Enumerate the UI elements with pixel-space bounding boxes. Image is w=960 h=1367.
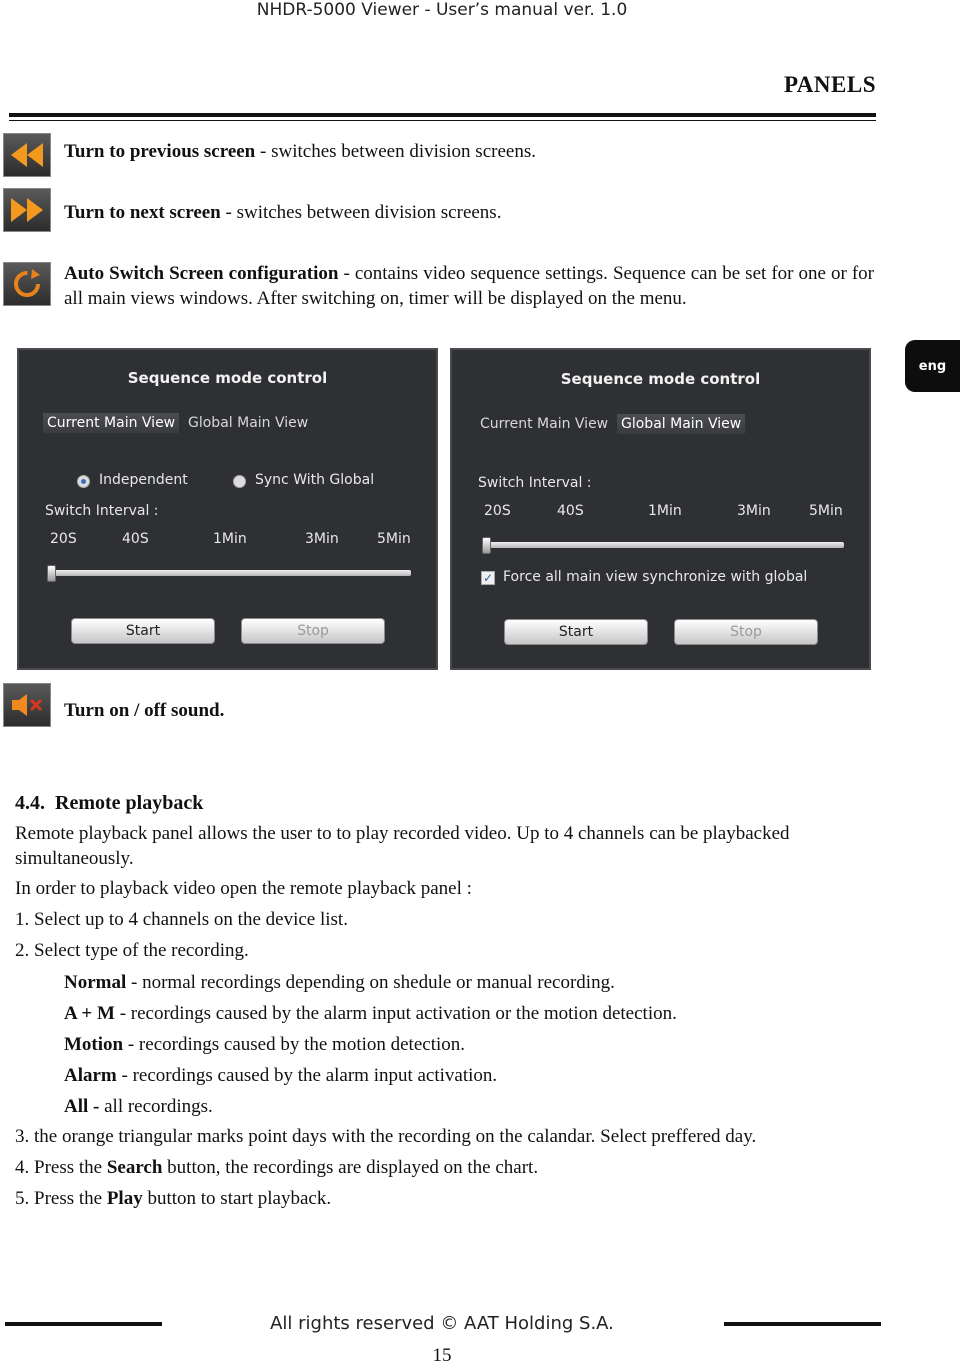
step-4 bbox=[15, 1155, 538, 1180]
stop-button[interactable]: Stop bbox=[674, 619, 818, 645]
tick-label: 5Min bbox=[809, 503, 843, 519]
item-term: Turn to next screen bbox=[64, 202, 221, 223]
radio-independent[interactable] bbox=[77, 475, 90, 488]
item-previous-screen bbox=[64, 139, 536, 164]
remote-playback-heading bbox=[15, 792, 203, 815]
stop-button[interactable]: Stop bbox=[241, 618, 385, 644]
fast-forward-icon bbox=[3, 188, 51, 232]
step-3: 3. the orange triangular marks point days with the recording on the calandar. Select preffered day. bbox=[15, 1126, 757, 1147]
step-text: 5. Press the bbox=[15, 1188, 107, 1209]
item-text: - switches between division screens. bbox=[255, 141, 536, 162]
step-bold: Play bbox=[106, 1188, 143, 1209]
type-term: Motion bbox=[64, 1034, 124, 1055]
type-term: Alarm bbox=[64, 1065, 117, 1086]
item-next-screen bbox=[64, 200, 501, 225]
recording-type-alarm bbox=[64, 1063, 497, 1088]
tick-label: 20S bbox=[484, 503, 511, 519]
tick-label: 40S bbox=[557, 503, 584, 519]
step-bold: Search bbox=[106, 1157, 163, 1178]
type-text: - recordings caused by the alarm input activation. bbox=[116, 1065, 498, 1086]
item-auto-switch bbox=[64, 261, 874, 311]
type-term: Normal bbox=[64, 972, 127, 993]
switch-interval-label: Switch Interval : bbox=[478, 475, 592, 491]
tick-label: 3Min bbox=[737, 503, 771, 519]
tick-label: 5Min bbox=[377, 531, 411, 547]
tick-label: 20S bbox=[50, 531, 77, 547]
tick-label: 1Min bbox=[648, 503, 682, 519]
type-text: - recordings caused by the alarm input activation or the motion detection. bbox=[114, 1003, 677, 1024]
switch-interval-label: Switch Interval : bbox=[45, 503, 159, 519]
heading-number: 4.4. bbox=[15, 792, 45, 814]
tab-global-main-view[interactable]: Global Main View bbox=[188, 415, 309, 431]
item-text: - contains video sequence settings. Sequence can be set for one or for all main views windows. After switching on, timer will be displayed on the menu. bbox=[64, 263, 874, 309]
slider-thumb[interactable] bbox=[482, 537, 491, 554]
item-term: Turn to previous screen bbox=[64, 141, 256, 162]
header-rule bbox=[9, 113, 876, 117]
radio-sync-label: Sync With Global bbox=[255, 472, 375, 488]
tab-current-main-view[interactable]: Current Main View bbox=[480, 416, 609, 432]
header-rule-thin bbox=[9, 120, 876, 121]
recording-type-am bbox=[64, 1001, 677, 1026]
tick-label: 40S bbox=[122, 531, 149, 547]
section-title: PANELS bbox=[783, 72, 876, 97]
type-term: All - bbox=[64, 1096, 100, 1117]
force-sync-checkbox[interactable]: ✓ bbox=[482, 571, 494, 585]
step-2: 2. Select type of the recording. bbox=[15, 940, 249, 961]
document-title: NHDR-5000 Viewer - User’s manual ver. 1.0 bbox=[256, 0, 628, 20]
footer-rights: All rights reserved © AAT Holding S.A. bbox=[270, 1313, 614, 1334]
tab-current-main-view[interactable]: Current Main View bbox=[43, 413, 179, 433]
step-1: 1. Select up to 4 channels on the device list. bbox=[15, 909, 348, 930]
step-5 bbox=[15, 1186, 331, 1211]
language-tab: eng bbox=[905, 340, 960, 392]
tick-label: 3Min bbox=[305, 531, 339, 547]
radio-independent-label: Independent bbox=[99, 472, 188, 488]
start-button[interactable]: Start bbox=[71, 618, 215, 644]
heading-text: Remote playback bbox=[55, 792, 204, 814]
step-text: button, the recordings are displayed on the chart. bbox=[162, 1157, 539, 1178]
type-text: all recordings. bbox=[99, 1096, 213, 1117]
tick-label: 1Min bbox=[213, 531, 247, 547]
switch-interval-slider[interactable] bbox=[47, 570, 411, 576]
auto-switch-icon bbox=[3, 262, 51, 306]
panel-title: Sequence mode control bbox=[560, 370, 761, 388]
type-text: - normal recordings depending on shedule or manual recording. bbox=[126, 972, 615, 993]
item-term: Auto Switch Screen configuration bbox=[64, 263, 339, 284]
step-text: 4. Press the bbox=[15, 1157, 107, 1178]
rewind-icon bbox=[3, 133, 51, 177]
panel-title: Sequence mode control bbox=[127, 369, 328, 387]
start-button[interactable]: Start bbox=[504, 619, 648, 645]
slider-thumb[interactable] bbox=[47, 565, 56, 582]
type-text: - recordings caused by the motion detection. bbox=[123, 1034, 466, 1055]
force-sync-label: Force all main view synchronize with global bbox=[503, 569, 808, 585]
sequence-panel-global bbox=[450, 348, 871, 670]
remote-order: In order to playback video open the remote playback panel : bbox=[15, 878, 472, 899]
step-text: button to start playback. bbox=[142, 1188, 332, 1209]
remote-intro: Remote playback panel allows the user to to play recorded video. Up to 4 channels can be playbacked simultaneously. bbox=[15, 823, 790, 869]
mute-speaker-icon bbox=[3, 683, 51, 727]
item-text: - switches between division screens. bbox=[220, 202, 502, 223]
sequence-panel-independent bbox=[17, 348, 438, 670]
page-number: 15 bbox=[432, 1345, 452, 1366]
type-term: A + M bbox=[64, 1003, 115, 1024]
tab-global-main-view[interactable]: Global Main View bbox=[617, 414, 745, 434]
switch-interval-slider[interactable] bbox=[482, 542, 844, 548]
recording-type-normal bbox=[64, 970, 615, 995]
recording-type-all bbox=[64, 1094, 213, 1119]
sound-toggle-text: Turn on / off sound. bbox=[64, 700, 225, 721]
radio-sync-with-global[interactable] bbox=[233, 475, 246, 488]
recording-type-motion bbox=[64, 1032, 465, 1057]
